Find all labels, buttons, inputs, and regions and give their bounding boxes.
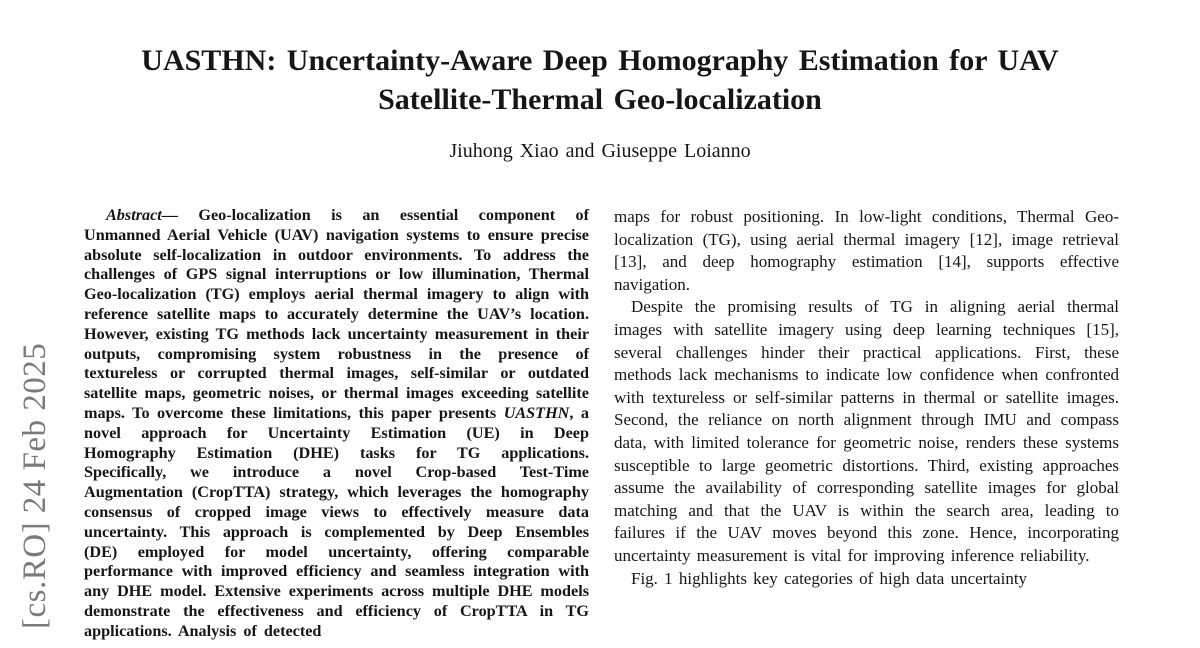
abstract-label: Abstract — [106, 206, 162, 224]
intro-paragraph-3: Fig. 1 highlights key categories of high data uncertainty — [631, 568, 1028, 588]
abstract-text-1: Geo-localization is an essential component of Unmanned Aerial Vehicle (UAV) navigation systems to ensure precise absolute self-localization in outdoor environments. To address the challenges of GPS signal interruptions or low illumination, Thermal Geo-localization (TG) employs aerial thermal imagery to align with reference satellite maps to accurately determine the UAV’s location. However, existing TG methods lack uncertainty measurement in their outputs, compromising system robustness in the presence of textureless or corrupted thermal images, self-similar or outdated satellite maps, geometric noises, or thermal images exceeding satellite maps. To overcome these limitations, this paper presents — [84, 206, 590, 422]
paper-authors: Jiuhong Xiao and Giuseppe Loianno — [449, 140, 751, 162]
paper-title — [0, 41, 1200, 119]
paper-title-line2: Satellite-Thermal Geo-localization — [378, 83, 822, 116]
abstract-dash: — — [161, 206, 199, 224]
right-column — [614, 206, 1119, 590]
paper-title-line1: UASTHN: Uncertainty-Aware Deep Homography Estimation for UAV — [141, 44, 1059, 77]
abstract-text-2: , a novel approach for Uncertainty Estimation (UE) in Deep Homography Estimation (DHE) tasks for TG applications. Specifically, we introduce a novel Crop-based Test-Time Augmentation (CropTTA) strategy, which leverages the homography consensus of cropped image views to effectively measure data uncertainty. This approach is complemented by Deep Ensembles (DE) employed for model uncertainty, offering comparable performance with improved efficiency and seamless integration with any DHE model. Extensive experiments across multiple DHE models demonstrate the effectiveness and efficiency of CropTTA in TG applications. Analysis of detected — [84, 403, 589, 640]
intro-paragraph-2: Despite the promising results of TG in aligning aerial thermal images with satellite imagery using deep learning techniques [15], several challenges hinder their practical applications. First, these methods lack mechanisms to indicate low confidence when confronted with textureless or self-similar patterns in thermal or satellite images. Second, the reliance on north alignment through IMU and compass data, with limited tolerance for geometric noise, renders these systems susceptible to large geometric distortions. Third, existing approaches assume the availability of corresponding satellite images for global matching and that the UAV is within the search area, leading to failures if the UAV moves beyond this zone. Hence, incorporating uncertainty measurement is vital for improving inference reliability. — [614, 297, 1119, 565]
intro-paragraph-1: maps for robust positioning. In low-light conditions, Thermal Geo-localization (TG), using aerial thermal imagery [12], image retrieval [13], and deep homography estimation [14], supports effective navigation. — [614, 207, 1119, 294]
arxiv-stamp: [cs.RO] 24 Feb 2025 — [17, 342, 53, 629]
left-column — [84, 206, 589, 642]
abstract-method-name: UASTHN — [503, 403, 570, 422]
abstract-paragraph — [84, 206, 589, 642]
